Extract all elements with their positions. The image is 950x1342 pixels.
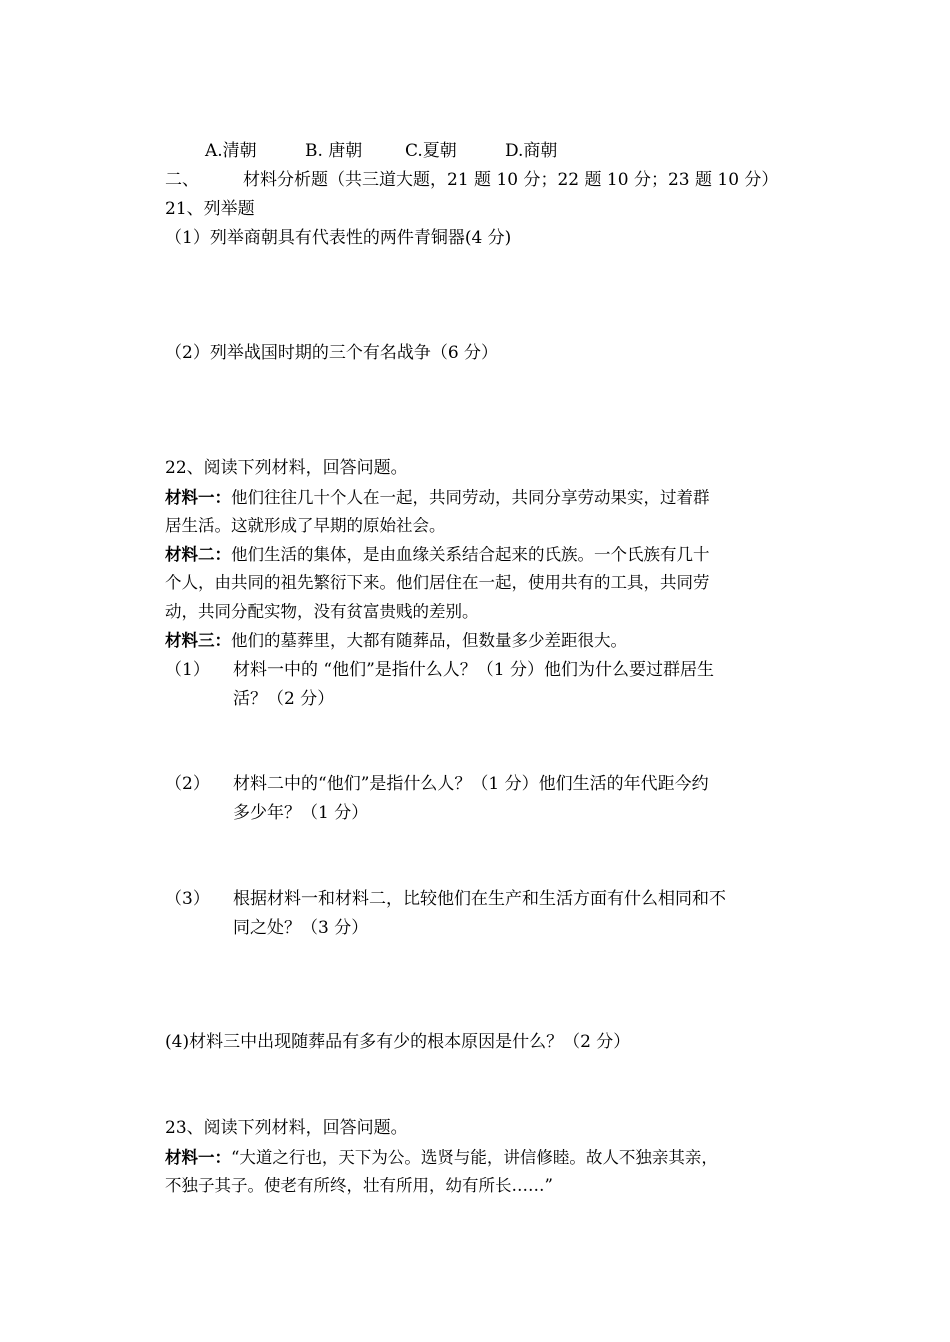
q21-sub2: （2）列举战国时期的三个有名战争（6 分） xyxy=(165,343,499,363)
q22-material3-line1 xyxy=(165,627,627,655)
material-label: 材料三： xyxy=(165,631,231,650)
option-c: C.夏朝 xyxy=(405,141,457,161)
material-label: 材料一： xyxy=(165,1148,231,1167)
q22-sub3-line2: 同之处？（3 分） xyxy=(233,918,369,938)
material-text: “大道之行也，天下为公。选贤与能，讲信修睦。故人不独亲其亲， xyxy=(231,1148,718,1167)
q22-sub1-line1: 材料一中的 “他们”是指什么人？（1 分）他们为什么要过群居生 xyxy=(233,660,715,680)
section-title: 材料分析题（共三道大题，21 题 10 分；22 题 10 分；23 题 10 分） xyxy=(243,170,779,190)
answer-options xyxy=(0,137,950,165)
q23-heading: 23、阅读下列材料，回答问题。 xyxy=(165,1118,408,1138)
q22-material2-line3: 动，共同分配实物，没有贫富贵贱的差别。 xyxy=(165,602,479,621)
option-a: A.清朝 xyxy=(205,141,257,161)
q21-heading: 21、列举题 xyxy=(165,199,255,219)
material-label: 材料一： xyxy=(165,488,231,507)
q22-sub3-number: （3） xyxy=(165,889,210,909)
q23-material1-line2: 不独子其子。使老有所终，壮有所用，幼有所长……” xyxy=(165,1176,553,1195)
option-d: D.商朝 xyxy=(505,141,558,161)
q22-material1-line2: 居生活。这就形成了早期的原始社会。 xyxy=(165,516,446,535)
q22-sub2-line1: 材料二中的“他们”是指什么人？（1 分）他们生活的年代距今约 xyxy=(233,774,709,794)
q22-sub2-line2: 多少年？（1 分） xyxy=(233,803,369,823)
material-text: 他们的墓葬里，大都有随葬品，但数量多少差距很大。 xyxy=(231,631,627,650)
q22-heading: 22、阅读下列材料，回答问题。 xyxy=(165,458,408,478)
option-b: B. 唐朝 xyxy=(305,141,363,161)
q23-material1-line1 xyxy=(165,1144,718,1172)
material-text: 他们生活的集体，是由血缘关系结合起来的氏族。一个氏族有几十 xyxy=(231,545,710,564)
q22-sub4: (4)材料三中出现随葬品有多有少的根本原因是什么？（2 分） xyxy=(165,1032,631,1052)
q22-sub3-line1: 根据材料一和材料二，比较他们在生产和生活方面有什么相同和不 xyxy=(233,889,726,909)
q22-material2-line1 xyxy=(165,541,710,569)
q21-sub1: （1）列举商朝具有代表性的两件青铜器(4 分) xyxy=(165,228,512,248)
material-label: 材料二： xyxy=(165,545,231,564)
section-number: 二、 xyxy=(165,170,199,190)
q22-material2-line2: 个人，由共同的祖先繁衍下来。他们居住在一起，使用共有的工具，共同劳 xyxy=(165,573,710,592)
q22-sub2-number: （2） xyxy=(165,774,210,794)
q22-sub1-number: （1） xyxy=(165,660,210,680)
material-text: 他们往往几十个人在一起，共同劳动，共同分享劳动果实，过着群 xyxy=(231,488,710,507)
q22-sub1-line2: 活？（2 分） xyxy=(233,689,335,709)
q22-material1-line1 xyxy=(165,484,710,512)
